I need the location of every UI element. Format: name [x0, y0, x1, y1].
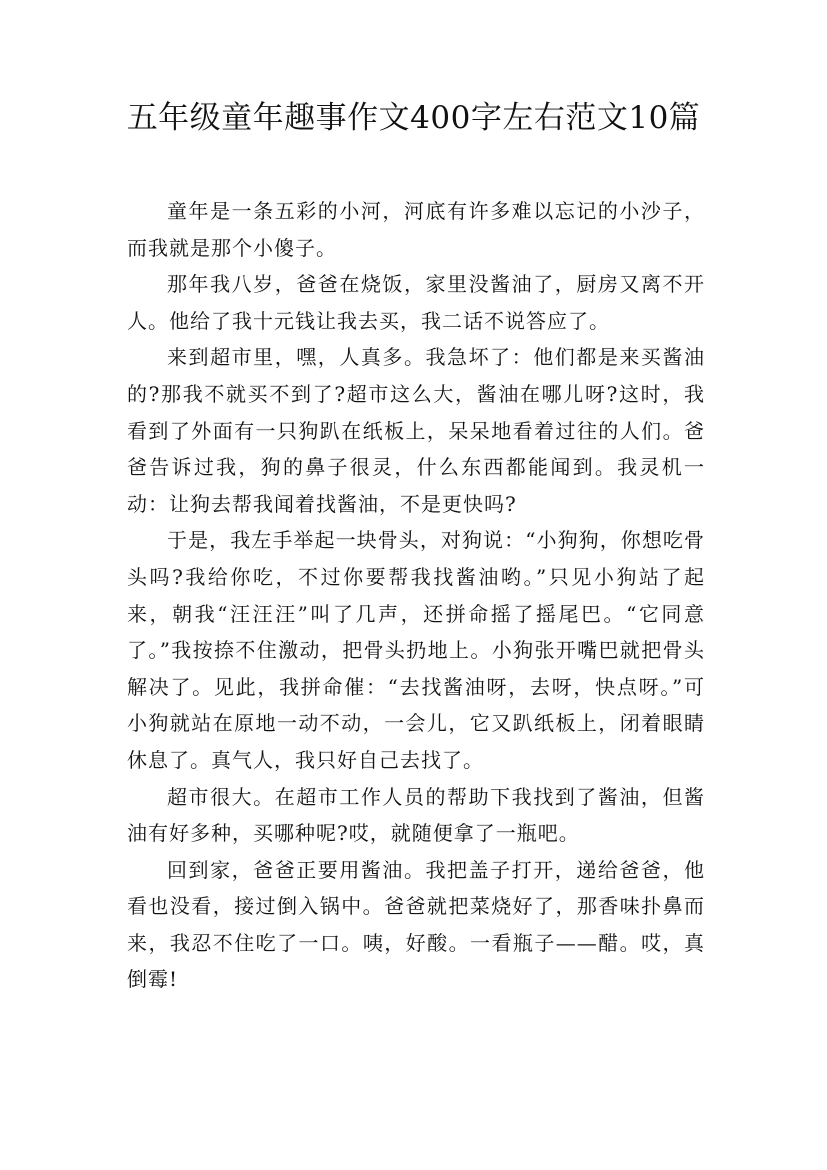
document-title: 五年级童年趣事作文400字左右范文10篇 — [126, 100, 701, 136]
paragraph: 来到超市里，嘿，人真多。我急坏了：他们都是来买酱油的?那我不就买不到了?超市这么大，酱油在哪儿呀?这时，我看到了外面有一只狗趴在纸板上，呆呆地看着过往的人们。爸爸告诉过我，狗的鼻子很灵，什么东西都能闻到。我灵机一动：让狗去帮我闻着找酱油，不是更快吗? — [127, 345, 705, 516]
document-body — [127, 193, 705, 998]
paragraph: 回到家，爸爸正要用酱油。我把盖子打开，递给爸爸，他看也没看，接过倒入锅中。爸爸就把菜烧好了，那香味扑鼻而来，我忍不住吃了一口。咦，好酸。一看瓶子——醋。哎，真倒霉! — [127, 857, 705, 992]
paragraph: 那年我八岁，爸爸在烧饭，家里没酱油了，厨房又离不开人。他给了我十元钱让我去买，我二话不说答应了。 — [127, 272, 705, 333]
paragraph: 超市很大。在超市工作人员的帮助下我找到了酱油，但酱油有好多种，买哪种呢?哎，就随便拿了一瓶吧。 — [127, 784, 705, 846]
paragraph: 童年是一条五彩的小河，河底有许多难以忘记的小沙子，而我就是那个小傻子。 — [127, 199, 705, 260]
paragraph: 于是，我左手举起一块骨头，对狗说：“小狗狗，你想吃骨头吗?我给你吃，不过你要帮我找酱油哟。”只见小狗站了起来，朝我“汪汪汪”叫了几声，还拼命摇了摇尾巴。“它同意了。”我按捺不住激动，把骨头扔地上。小狗张开嘴巴就把骨头解决了。见此，我拼命催：“去找酱油呀，去呀，快点呀。”可小狗就站在原地一动不动，一会儿，它又趴纸板上，闭着眼睛休息了。真气人，我只好自己去找了。 — [127, 528, 705, 772]
